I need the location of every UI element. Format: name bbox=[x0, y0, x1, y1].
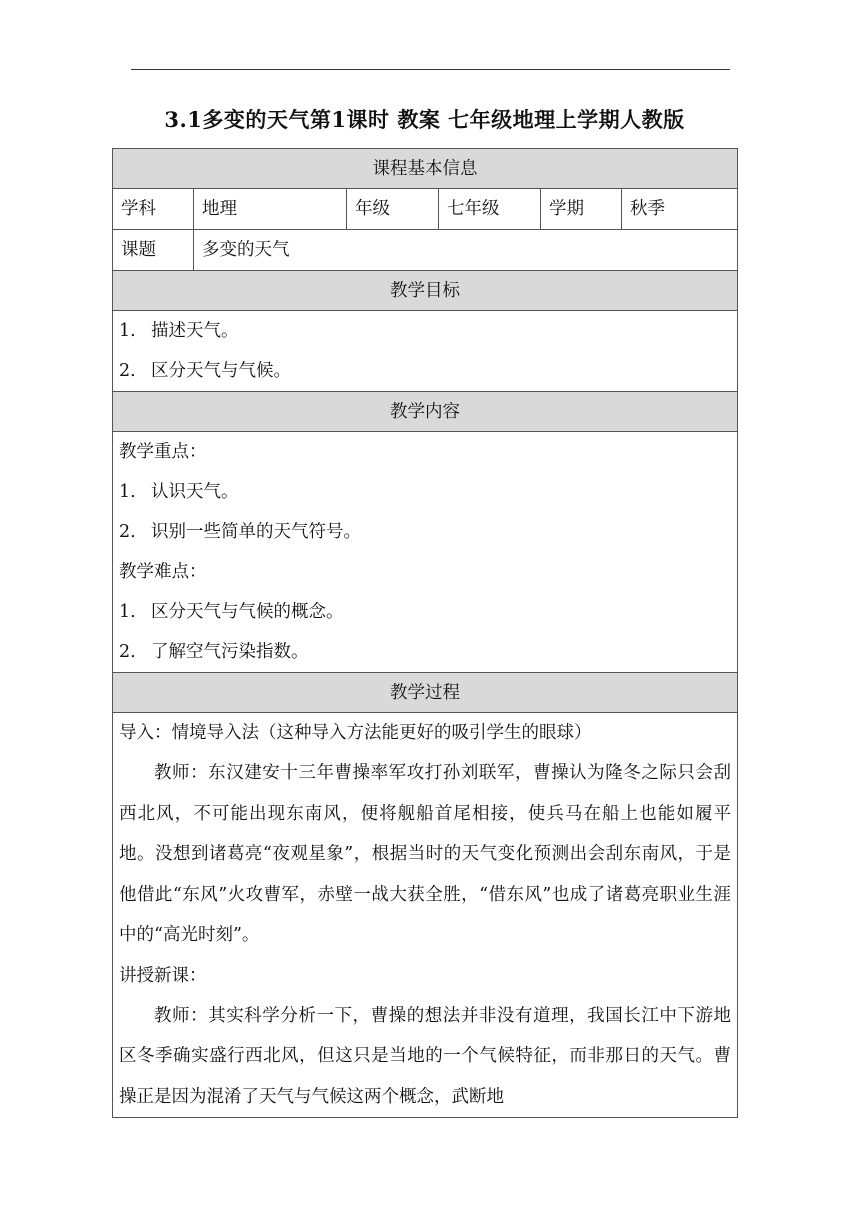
process-header: 教学过程 bbox=[113, 673, 738, 713]
grade-value: 七年级 bbox=[439, 189, 541, 230]
basic-info-header: 课程基本信息 bbox=[113, 149, 738, 189]
objectives-cell bbox=[113, 311, 738, 392]
content-cell bbox=[113, 432, 738, 673]
intro-paragraph: 教师：东汉建安十三年曹操率军攻打孙刘联军，曹操认为隆冬之际只会刮西北风，不可能出现东南风，便将舰船首尾相接，使兵马在船上也能如履平地。没想到诸葛亮“夜观星象”，根据当时的天气变化预测出会刮东南风，于是他借此“东风”火攻曹军，赤壁一战大获全胜，“借东风”也成了诸葛亮职业生涯中的“高光时刻”。 bbox=[119, 763, 732, 945]
document-title: 3.1多变的天气第1课时 教案 七年级地理上学期人教版 bbox=[164, 107, 685, 132]
process-cell bbox=[113, 713, 738, 1118]
topic-label: 课题 bbox=[113, 230, 194, 271]
term-value: 秋季 bbox=[622, 189, 738, 230]
objective-item: 2. 区分天气与气候。 bbox=[119, 361, 291, 381]
grade-label: 年级 bbox=[347, 189, 439, 230]
key-points-label: 教学重点： bbox=[119, 442, 207, 462]
content-header: 教学内容 bbox=[113, 392, 738, 432]
lesson-plan-table bbox=[112, 148, 738, 1118]
subject-value: 地理 bbox=[194, 189, 347, 230]
objective-item: 1. 描述天气。 bbox=[119, 321, 239, 341]
key-point-item: 1. 认识天气。 bbox=[119, 482, 239, 502]
subject-label: 学科 bbox=[113, 189, 194, 230]
intro-label: 导入：情境导入法（这种导入方法能更好的吸引学生的眼球） bbox=[119, 723, 592, 743]
header-rule bbox=[131, 69, 730, 70]
key-point-item: 2. 识别一些简单的天气符号。 bbox=[119, 522, 361, 542]
difficult-points-label: 教学难点： bbox=[119, 562, 207, 582]
new-lesson-paragraph: 教师：其实科学分析一下，曹操的想法并非没有道理，我国长江中下游地区冬季确实盛行西北风，但这只是当地的一个气候特征，而非那日的天气。曹操正是因为混淆了天气与气候这两个概念，武断地 bbox=[119, 1005, 732, 1107]
objectives-header: 教学目标 bbox=[113, 271, 738, 311]
term-label: 学期 bbox=[541, 189, 622, 230]
topic-value: 多变的天气 bbox=[194, 230, 738, 271]
new-lesson-label: 讲授新课： bbox=[119, 965, 207, 986]
difficult-point-item: 1. 区分天气与气候的概念。 bbox=[119, 602, 344, 622]
difficult-point-item: 2. 了解空气污染指数。 bbox=[119, 642, 309, 662]
